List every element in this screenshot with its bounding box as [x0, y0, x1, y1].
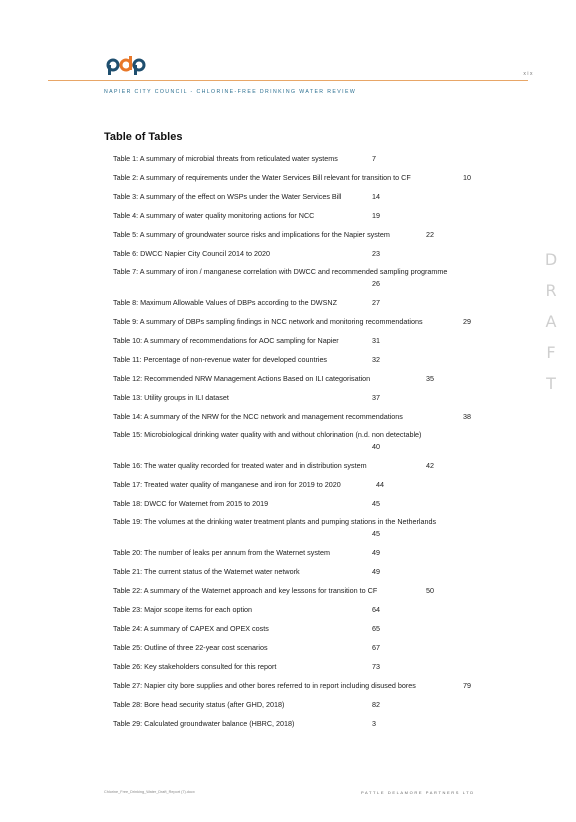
- toc-entry[interactable]: Table 14: A summary of the NRW for the NCC network and management recommendations 38: [113, 412, 471, 421]
- footer-company: PATTLE DELAMORE PARTNERS LTD: [361, 790, 475, 795]
- toc-entry[interactable]: Table 27: Napier city bore supplies and other bores referred to in report including disused bores 79: [113, 681, 471, 690]
- toc-entry[interactable]: Table 29: Calculated groundwater balance (HBRC, 2018) 3: [113, 719, 376, 728]
- toc-entry[interactable]: Table 12: Recommended NRW Management Actions Based on ILI categorisation 35: [113, 374, 434, 383]
- toc-entry[interactable]: Table 16: The water quality recorded for treated water and in distribution system 42: [113, 461, 434, 470]
- watermark-letter: D: [544, 250, 558, 269]
- toc-entry[interactable]: Table 24: A summary of CAPEX and OPEX costs 65: [113, 624, 380, 633]
- watermark-letter: F: [546, 343, 556, 362]
- document-subtitle: NAPIER CITY COUNCIL - CHLORINE-FREE DRINKING WATER REVIEW: [104, 89, 357, 95]
- toc-entry[interactable]: Table 26: Key stakeholders consulted for this report 73: [113, 662, 380, 671]
- toc-entry[interactable]: Table 17: Treated water quality of manganese and iron for 2019 to 2020 44: [113, 480, 384, 489]
- draft-watermark: [543, 250, 559, 405]
- toc-entry[interactable]: Table 8: Maximum Allowable Values of DBPs according to the DWSNZ 27: [113, 298, 380, 307]
- toc-entry[interactable]: Table 1: A summary of microbial threats from reticulated water systems 7: [113, 154, 376, 163]
- footer-filename: Chlorine_Free_Drinking_Water_Draft_Report (7).docx: [104, 790, 195, 794]
- watermark-letter: T: [546, 374, 556, 393]
- toc-entry[interactable]: Table 3: A summary of the effect on WSPs under the Water Services Bill 14: [113, 192, 380, 201]
- toc-entry[interactable]: Table 20: The number of leaks per annum from the Waternet system 49: [113, 548, 380, 557]
- pdp-logo: [106, 56, 146, 76]
- watermark-letter: A: [545, 312, 557, 331]
- toc-entry[interactable]: Table 28: Bore head security status (after GHD, 2018) 82: [113, 700, 380, 709]
- toc-entry[interactable]: Table 6: DWCC Napier City Council 2014 to 2020 23: [113, 249, 380, 258]
- toc-entry[interactable]: Table 4: A summary of water quality monitoring actions for NCC 19: [113, 211, 380, 220]
- toc-entry[interactable]: Table 13: Utility groups in ILI dataset 37: [113, 393, 380, 402]
- toc-entry[interactable]: Table 7: A summary of iron / manganese correlation with DWCC and recommended sampling programme 26: [113, 267, 448, 288]
- toc-entry[interactable]: Table 25: Outline of three 22-year cost scenarios 67: [113, 643, 380, 652]
- toc-entry[interactable]: Table 23: Major scope items for each option 64: [113, 605, 380, 614]
- toc-entry[interactable]: Table 22: A summary of the Waternet approach and key lessons for transition to CF 50: [113, 586, 434, 595]
- toc-entry[interactable]: Table 15: Microbiological drinking water quality with and without chlorination (n.d. non detectable) 40: [113, 430, 422, 451]
- page-title: Table of Tables: [104, 131, 183, 143]
- watermark-letter: R: [545, 281, 557, 300]
- toc-entry[interactable]: Table 19: The volumes at the drinking water treatment plants and pumping stations in the Netherlands 45: [113, 517, 437, 538]
- toc-entry[interactable]: Table 18: DWCC for Waternet from 2015 to 2019 45: [113, 499, 380, 508]
- toc-entry[interactable]: Table 5: A summary of groundwater source risks and implications for the Napier system 22: [113, 230, 434, 239]
- toc-entry[interactable]: Table 2: A summary of requirements under the Water Services Bill relevant for transition to CF 10: [113, 173, 471, 182]
- page-number: xix: [523, 71, 534, 77]
- toc-entry[interactable]: Table 10: A summary of recommendations for AOC sampling for Napier 31: [113, 336, 380, 345]
- toc-entry[interactable]: Table 21: The current status of the Waternet water network 49: [113, 567, 380, 576]
- toc-entry[interactable]: Table 9: A summary of DBPs sampling findings in NCC network and monitoring recommendations 29: [113, 317, 471, 326]
- header-rule: [48, 80, 528, 81]
- toc-entry[interactable]: Table 11: Percentage of non-revenue water for developed countries 32: [113, 355, 380, 364]
